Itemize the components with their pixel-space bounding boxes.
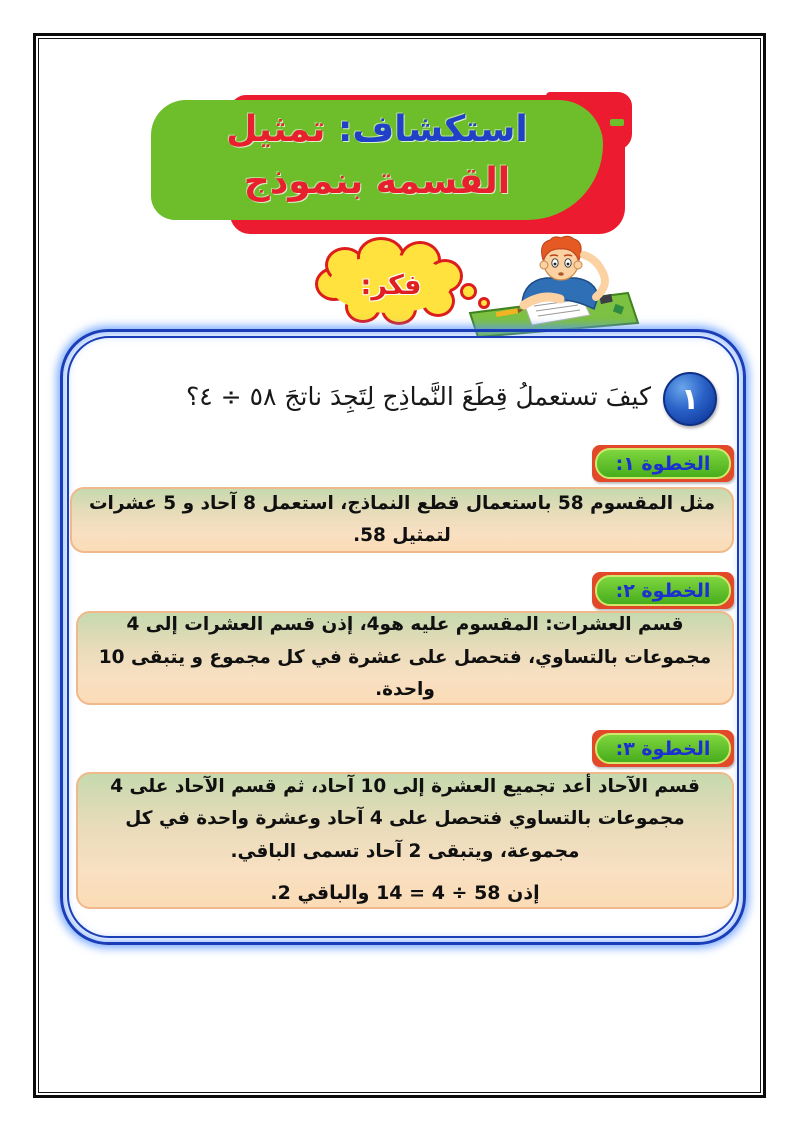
banner-dash-decoration xyxy=(610,119,624,126)
question-number: ١ xyxy=(680,381,700,417)
step1-label-tab xyxy=(592,445,734,482)
step1-label: الخطوة ١: xyxy=(595,448,731,479)
step3-label: الخطوة ٣: xyxy=(595,733,731,764)
think-section xyxy=(312,233,652,341)
question-number-badge xyxy=(663,372,717,426)
page-title-word: تمثيل xyxy=(226,109,326,150)
step1-text: مثل المقسوم 58 باستعمال قطع النماذج، استعمل 8 آحاد و 5 عشرات لتمثيل 58. xyxy=(88,492,716,546)
page-title-keyword: استكشاف: xyxy=(337,109,528,150)
step3-box xyxy=(76,772,734,909)
question-text: كيفَ تستعملُ قِطَعَ النَّماذِج لِتَجِدَ ناتجَ ٥٨ ÷ ٤؟ xyxy=(186,382,651,411)
step2-label-tab xyxy=(592,572,734,609)
page-title-line1 xyxy=(156,104,598,156)
think-label: فكر: xyxy=(360,269,422,301)
thinking-boy-illustration xyxy=(464,233,644,338)
title-banner xyxy=(148,92,634,242)
step2-text: قسم العشرات: المقسوم عليه هو4، إذن قسم العشرات إلى 4 مجموعات بالتساوي، فتحصل على عشرة في كل مجموع و يتبقى 10 واحدة. xyxy=(98,614,712,701)
page-title xyxy=(156,104,598,208)
ear xyxy=(574,261,582,269)
mouth xyxy=(558,272,564,276)
ear xyxy=(540,261,548,269)
step3-text: قسم الآحاد أعد تجميع العشرة إلى 10 آحاد، ثم قسم الآحاد على 4 مجموعات بالتساوي فتحصل على 4 آحاد وعشرة واحدة في كل مجموعة، ويتبقى 2 آحاد تسمى الباقي. xyxy=(110,775,700,862)
page-title-line2: القسمة بنموذج xyxy=(243,161,511,203)
content-panel xyxy=(60,329,746,945)
step2-box xyxy=(76,611,734,705)
step3-label-tab xyxy=(592,730,734,767)
step1-box xyxy=(70,487,734,553)
step3-equation: إذن 58 ÷ 4 = 14 والباقي 2. xyxy=(270,881,540,904)
think-bubble xyxy=(317,241,465,329)
step2-label: الخطوة ٢: xyxy=(595,575,731,606)
